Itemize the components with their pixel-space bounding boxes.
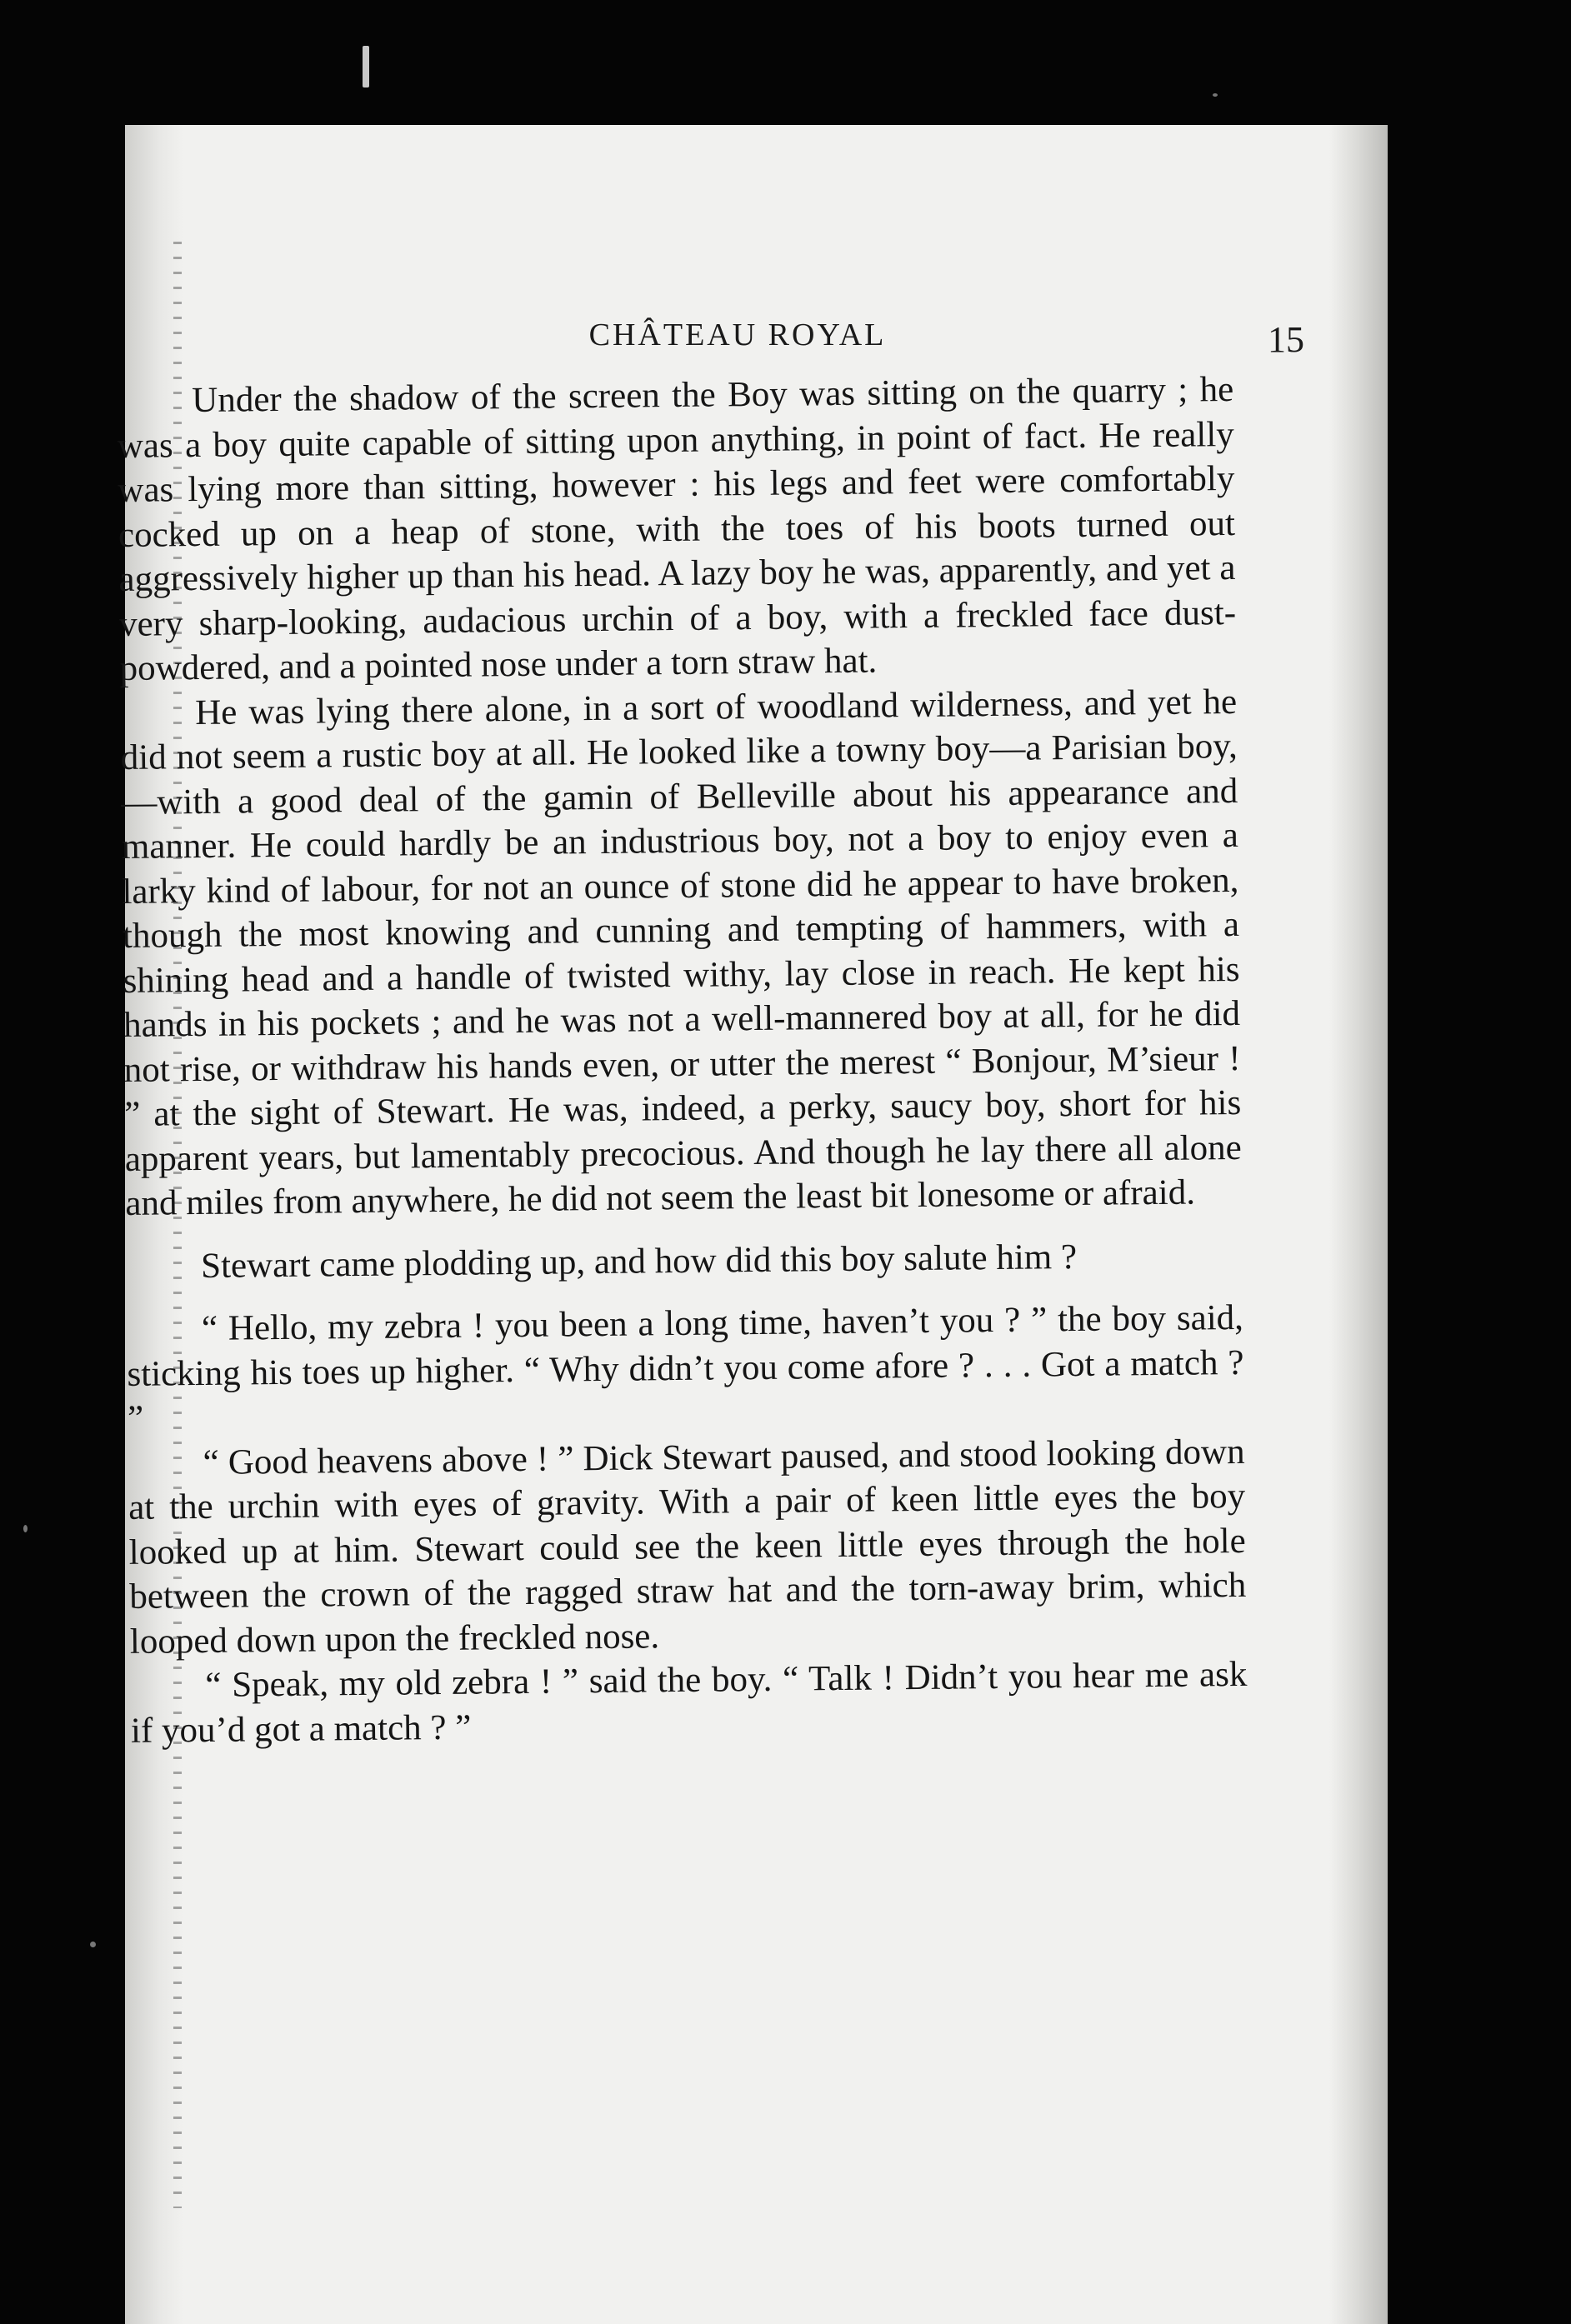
paragraph-3: Stewart came plodding up, and how did this boy salute him ? (200, 1237, 1078, 1286)
paragraph-1: Under the shadow of the screen the Boy was sitting on the quarry ; he was a boy quite capable of sitting upon anything, in point of fact. He really was lying more than sitting, however : his legs and feet were comfortably cocked up on a heap of stone, with the toes of his boots turned out aggressively higher up than his head. A lazy boy he was, apparently, and yet a very sharp-looking, audacious urchin of a boy, with a freckled face dust-powdered, and a pointed nose under a torn straw hat. (117, 369, 1237, 688)
running-head: CHÂTEAU ROYAL (588, 317, 887, 352)
scan-speck (363, 46, 369, 87)
page-right-edge (1329, 125, 1388, 2324)
paragraph-2: He was lying there alone, in a sort of woodland wilderness, and yet he did not seem a rustic boy at all. He looked like a towny boy—a Parisian boy,—with a good deal of the gamin of Belleville about his appearance and manner. He could hardly be an industrious boy, not a boy to enjoy even a larky kind of labour, for not an ounce of stone did he appear to have broken, though the most knowing and cunning and tempting of hammers, with a shining head and a handle of twisted withy, lay close in reach. He kept his hands in his pockets ; and he was not a well-mannered boy at all, for he did not rise, or withdraw his hands even, or utter the merest “ Bonjour, M’sieur ! ” at the sight of Stewart. He was, indeed, a perky, saucy boy, short for his apparent years, but lamentably precocious. And though he lay there all alone and miles from anywhere, he did not seem the least bit lonesome or afraid. (120, 682, 1242, 1223)
scan-speck (23, 1525, 28, 1532)
page-header (183, 317, 1304, 375)
body-text (117, 367, 1248, 1753)
paragraph-4: “ Hello, my zebra ! you been a long time, haven’t you ? ” the boy said, sticking his toes up higher. “ Why didn’t you come afore ? . . . Got a match ? ” (127, 1297, 1244, 1438)
scan-dark-margin (1388, 125, 1483, 2324)
page-number: 15 (1268, 319, 1304, 360)
paragraph-5: “ Good heavens above ! ” Dick Stewart paused, and stood looking down at the urchin with eyes of gravity. With a pair of keen little eyes the boy looked up at him. Stewart could see the keen little eyes through the hole between the crown of the ragged straw hat and the torn-away brim, which looped down upon the freckled nose. (128, 1432, 1247, 1662)
paragraph-6: “ Speak, my old zebra ! ” said the boy. “ Talk ! Didn’t you hear me ask if you’d got a match ? ” (130, 1654, 1248, 1751)
scan-speck (90, 1942, 96, 1947)
scan-speck (1213, 93, 1218, 97)
